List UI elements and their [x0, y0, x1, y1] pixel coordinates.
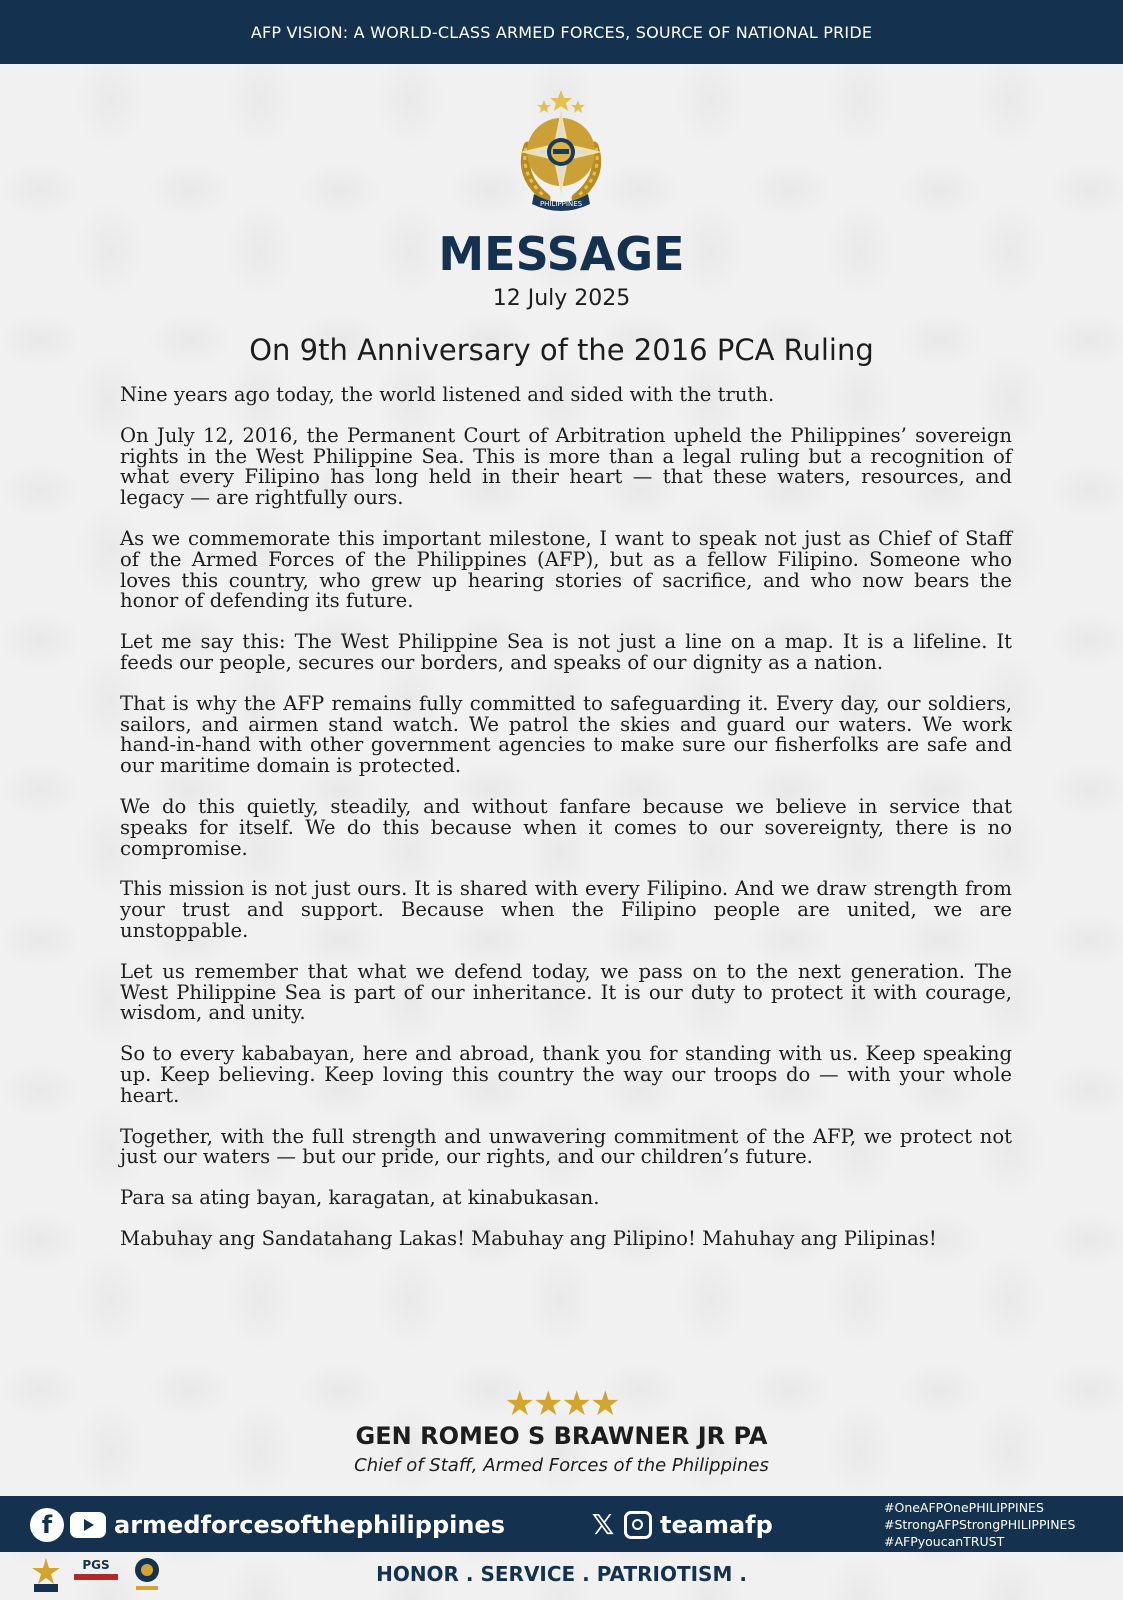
secondary-social-group	[588, 1508, 773, 1541]
body-paragraph: Para sa ating bayan, karagatan, at kinabukasan.	[120, 1186, 600, 1210]
body-paragraph: Mabuhay ang Sandatahang Lakas! Mabuhay ang Pilipino! Mahuhay ang Pilipinas!	[120, 1226, 937, 1250]
instagram-icon[interactable]	[624, 1511, 652, 1539]
hashtag: #OneAFPOnePHILIPPINES	[884, 1500, 1044, 1515]
hashtag: #AFPyoucanTRUST	[884, 1534, 1005, 1549]
youtube-icon[interactable]	[70, 1512, 106, 1538]
body-paragraph: As we commemorate this important milestone, I want to speak not just as Chief of Staff of the Armed Forces of the Philippines (AFP), but as a fellow Filipino. Someone who loves this country, who grew up hearing stories of sacrifice, and who now bears the honor of defending its future.	[120, 526, 1012, 613]
main-social-group	[30, 1508, 505, 1542]
body-paragraph: We do this quietly, steadily, and without fanfare because we believe in service that speaks for itself. We do this because when it comes to our sovereignty, there is no compromise.	[120, 794, 1012, 860]
seal-ribbon-text: PHILIPPINES	[539, 200, 583, 208]
pgs-label: PGS	[82, 1558, 110, 1572]
x-icon[interactable]: 𝕏	[591, 1508, 615, 1541]
body-paragraph: This mission is not just ours. It is shared with every Filipino. And we draw strength from your trust and support. Because when the Filipino people are united, we are unstoppable.	[120, 877, 1012, 942]
message-body	[120, 385, 1012, 1270]
body-paragraph: Let me say this: The West Philippine Sea is not just a line on a map. It is a lifeline. It feeds our people, secures our borders, and speaks of our dignity as a nation.	[120, 630, 1012, 674]
vision-banner	[0, 0, 1123, 64]
signatory-name: GEN ROMEO S BRAWNER JR PA	[355, 1422, 768, 1450]
afp-seal-icon	[506, 86, 616, 216]
body-paragraph: Together, with the full strength and unwavering commitment of the AFP, we protect not just our waters — but our pride, our rights, and our children’s future.	[120, 1124, 1012, 1169]
message-date: 12 July 2025	[492, 286, 631, 311]
handle-main[interactable]: armedforcesofthephilippines	[114, 1511, 505, 1539]
social-footer	[0, 1496, 1123, 1552]
signatory-title: Chief of Staff, Armed Forces of the Philippines	[354, 1455, 769, 1476]
message-subject: On 9th Anniversary of the 2016 PCA Ruling	[249, 333, 874, 367]
body-paragraph: Let us remember that what we defend today, we pass on to the next generation. The West Philippine Sea is part of our inheritance. It is our duty to protect it with courage, wisdom, and unity.	[120, 959, 1012, 1025]
vision-text: AFP VISION: A WORLD-CLASS ARMED FORCES, SOURCE OF NATIONAL PRIDE	[250, 22, 873, 42]
hashtag: #StrongAFPStrongPHILIPPINES	[884, 1517, 1076, 1532]
body-paragraph: That is why the AFP remains fully committed to safeguarding it. Every day, our soldiers, sailors, and airmen stand watch. We patrol the skies and guard our waters. We work hand-in-hand with other government agencies to make sure our fisherfolks are safe and our maritime domain is protected.	[120, 691, 1012, 778]
facebook-icon[interactable]: f	[30, 1508, 64, 1542]
body-paragraph: Nine years ago today, the world listened and sided with the truth.	[120, 383, 775, 406]
hashtag-list	[884, 1499, 1075, 1550]
motto: HONOR . SERVICE . PATRIOTISM .	[376, 1562, 747, 1586]
body-paragraph: So to every kababayan, here and abroad, thank you for standing with us. Keep speaking up. Keep believing. Keep loving this country the way our troops do — with your whole heart.	[120, 1042, 1012, 1107]
rank-stars-icon: ★★★★	[504, 1384, 619, 1424]
message-heading: MESSAGE	[438, 227, 685, 281]
handle-secondary[interactable]: teamafp	[660, 1510, 773, 1539]
body-paragraph: On July 12, 2016, the Permanent Court of Arbitration upheld the Philippines’ sovereign rights in the West Philippine Sea. This is more than a legal ruling but a recognition of what every Filipino has long held in their heart — that these waters, resources, and legacy — are rightfully ours.	[120, 423, 1012, 510]
